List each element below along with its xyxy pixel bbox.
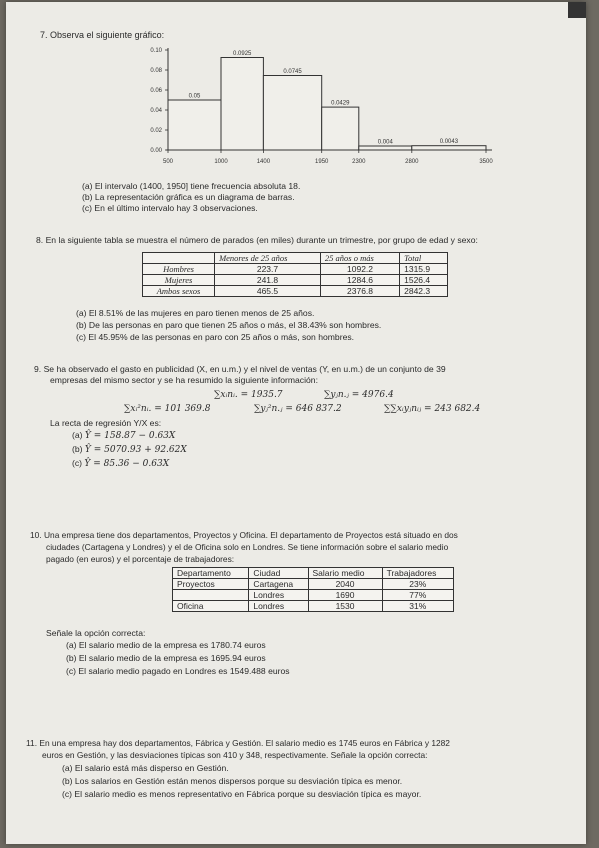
table-header-row (143, 253, 448, 264)
table-cell: Londres (249, 601, 308, 612)
q10-prompt-line1: Una empresa tiene dos departamentos, Proyectos y Oficina. El departamento de Proyectos está situado en dos (43, 530, 458, 540)
option-text: De las personas en paro que tienen 25 años o más, el 38.43% son hombres. (88, 320, 382, 330)
bar-value-label: 0.0925 (233, 51, 252, 57)
option-letter: (a) (66, 640, 77, 650)
option-text: El salario medio es menos representativo en Fábrica porque su desviación típica es mayor. (74, 789, 422, 799)
option-letter: (a) (72, 430, 83, 440)
table-header: Departamento (173, 568, 249, 579)
histogram-chart (106, 42, 516, 177)
table-row (173, 601, 454, 612)
option-letter: (b) (76, 320, 87, 330)
q9-number: 9. (34, 364, 42, 374)
option-letter: (a) (82, 181, 93, 191)
table-cell: Londres (249, 590, 308, 601)
q8-option-a[interactable] (76, 308, 314, 318)
option-letter: (b) (62, 776, 73, 786)
q9-header (34, 364, 582, 375)
option-text: El salario medio de la empresa es 1695.94 euros (78, 653, 266, 663)
y-tick-label: 0.00 (150, 148, 162, 154)
bar-value-label: 0.05 (188, 93, 201, 100)
q8-number: 8. (36, 235, 44, 245)
table-header: Menores de 25 años (215, 253, 321, 264)
q10-prompt-line2: ciudades (Cartagena y Londres) y el de Oficina solo en Londres. Se tiene información sobre el salario medio (46, 542, 449, 552)
q10-table (172, 567, 454, 612)
q9-option-a[interactable] (72, 430, 175, 441)
table-cell: 1092.2 (320, 264, 399, 275)
q8-table (142, 252, 448, 297)
q11-option-b[interactable] (62, 776, 402, 786)
q7-option-a[interactable] (82, 181, 300, 191)
option-letter: (b) (66, 653, 77, 663)
q9-prompt-line1: Se ha observado el gasto en publicidad (X, en u.m.) y el nivel de ventas (Y, en u.m.) de un conjunto de 39 (43, 364, 446, 374)
option-text: El salario está más disperso en Gestión. (74, 763, 229, 773)
histogram-bar (263, 76, 321, 151)
option-text: Ŷ = 85.36 − 0.63X (84, 459, 170, 469)
q11-header (26, 738, 582, 749)
table-row (173, 579, 454, 590)
table-cell: Mujeres (143, 275, 215, 286)
y-tick-label: 0.08 (150, 68, 162, 74)
option-letter: (c) (76, 332, 87, 342)
table-row (143, 275, 448, 286)
option-text: El salario medio pagado en Londres es 1549.488 euros (78, 666, 290, 676)
x-tick-label: 2300 (352, 159, 366, 165)
table-cell: Hombres (143, 264, 215, 275)
table-cell: Oficina (173, 601, 249, 612)
q11-number: 11. (26, 738, 38, 748)
table-header: Salario medio (308, 568, 382, 579)
x-tick-label: 3500 (479, 159, 493, 165)
bar-value-label: 0.004 (377, 139, 393, 146)
q9-prompt-line2: empresas del mismo sector y se ha resumido la siguiente información: (50, 375, 318, 385)
option-letter: (c) (72, 458, 83, 468)
option-letter: (b) (72, 444, 83, 454)
table-cell: 23% (382, 579, 453, 590)
option-letter: (a) (76, 308, 87, 318)
q7-option-c[interactable] (82, 203, 258, 213)
table-cell: 2040 (308, 579, 382, 590)
q9-question: La recta de regresión Y/X es: (50, 418, 162, 428)
y-tick-label: 0.10 (150, 48, 162, 54)
x-tick-label: 1000 (214, 159, 228, 165)
exam-page (6, 2, 586, 844)
q10-header (30, 530, 582, 541)
table-header: 25 años o más (320, 253, 399, 264)
table-cell: 223.7 (215, 264, 321, 275)
q9-option-c[interactable] (72, 458, 169, 469)
q11-prompt-line1: En una empresa hay dos departamentos, Fábrica y Gestión. El salario medio es 1745 euros en Fábrica y 1282 (39, 738, 450, 748)
x-tick-label: 1400 (256, 159, 271, 165)
table-cell: Ambos sexos (143, 286, 215, 297)
q8-option-b[interactable] (76, 320, 381, 330)
option-text: El 45.95% de las personas en paro con 25 años o más, son hombres. (88, 332, 355, 342)
sum-x2: ∑xᵢ²nᵢ. = 101 369.8 (124, 404, 211, 414)
table-row (143, 264, 448, 275)
option-text: La representación gráfica es un diagrama de barras. (94, 192, 295, 202)
corner-shadow (568, 2, 586, 18)
table-cell: Cartagena (249, 579, 308, 590)
table-header-row (173, 568, 454, 579)
q10-question: Señale la opción correcta: (46, 628, 146, 638)
option-letter: (b) (82, 192, 93, 202)
q8-prompt: En la siguiente tabla se muestra el número de parados (en miles) durante un trimestre, por grupo de edad y sexo: (45, 235, 478, 245)
table-cell: 31% (382, 601, 453, 612)
table-cell: Proyectos (173, 579, 249, 590)
q10-option-a[interactable] (66, 640, 266, 650)
sum-x: ∑xᵢnᵢ. = 1935.7 (214, 390, 283, 400)
table-row (143, 286, 448, 297)
q10-option-b[interactable] (66, 653, 266, 663)
table-row (173, 590, 454, 601)
table-header: Trabajadores (382, 568, 453, 579)
option-text: En el último intervalo hay 3 observaciones. (94, 203, 258, 213)
table-cell (173, 590, 249, 601)
q11-option-a[interactable] (62, 763, 229, 773)
table-cell: 1526.4 (400, 275, 448, 286)
sum-y2: ∑yⱼ²n.ⱼ = 646 837.2 (254, 404, 342, 414)
option-text: Los salarios en Gestión están menos dispersos porque su desviación típica es menor. (74, 776, 403, 786)
q8-header (36, 235, 581, 246)
q7-header (40, 30, 164, 41)
option-text: Ŷ = 158.87 − 0.63X (84, 431, 176, 441)
option-letter: (c) (82, 203, 93, 213)
y-tick-label: 0.02 (150, 128, 162, 134)
table-cell: 465.5 (215, 286, 321, 297)
q9-option-b[interactable] (72, 444, 187, 455)
q10-option-c[interactable] (66, 666, 290, 676)
histogram-bar (221, 58, 263, 151)
q7-option-b[interactable] (82, 192, 295, 202)
q11-prompt-line2: euros en Gestión, y las desviaciones típicas son 410 y 348, respectivamente. Señale la opción correcta: (42, 750, 428, 760)
histogram-bar (412, 146, 486, 150)
option-letter: (c) (66, 666, 77, 676)
table-cell (143, 253, 215, 264)
bar-value-label: 0.0043 (439, 139, 459, 146)
q10-number: 10. (30, 530, 42, 540)
table-header: Total (400, 253, 448, 264)
table-cell: 2376.8 (320, 286, 399, 297)
option-text: El 8.51% de las mujeres en paro tienen menos de 25 años. (88, 308, 315, 318)
option-text: El salario medio de la empresa es 1780.74 euros (78, 640, 266, 650)
table-cell: 77% (382, 590, 453, 601)
x-tick-label: 1950 (315, 159, 329, 165)
q10-prompt-line3: pagado (en euros) y el porcentaje de trabajadores: (46, 554, 235, 564)
table-cell: 2842.3 (400, 286, 448, 297)
table-header: Ciudad (249, 568, 308, 579)
sum-xy: ∑∑xᵢyⱼnᵢⱼ = 243 682.4 (384, 404, 481, 414)
table-cell: 1690 (308, 590, 382, 601)
bar-value-label: 0.0745 (283, 69, 302, 75)
histogram-bar (322, 107, 359, 150)
bar-value-label: 0.0429 (331, 100, 350, 107)
y-tick-label: 0.04 (150, 108, 162, 114)
table-cell: 241.8 (215, 275, 321, 286)
x-tick-label: 500 (162, 159, 174, 165)
table-cell: 1284.6 (320, 275, 399, 286)
option-letter: (c) (62, 789, 73, 799)
table-cell: 1315.9 (400, 264, 448, 275)
q8-option-c[interactable] (76, 332, 354, 342)
sum-y: ∑yⱼn.ⱼ = 4976.4 (324, 390, 394, 400)
y-tick-label: 0.06 (150, 88, 162, 94)
option-text: Ŷ = 5070.93 + 92.62X (84, 445, 187, 455)
x-tick-label: 2800 (405, 159, 419, 165)
q11-option-c[interactable] (62, 789, 421, 799)
table-cell: 1530 (308, 601, 382, 612)
histogram-bar (359, 146, 412, 150)
q7-number: 7. (40, 30, 48, 40)
option-text: El intervalo (1400, 1950] tiene frecuencia absoluta 18. (94, 181, 301, 191)
q7-prompt: Observa el siguiente gráfico: (50, 30, 165, 40)
option-letter: (a) (62, 763, 73, 773)
histogram-bar (168, 100, 221, 150)
